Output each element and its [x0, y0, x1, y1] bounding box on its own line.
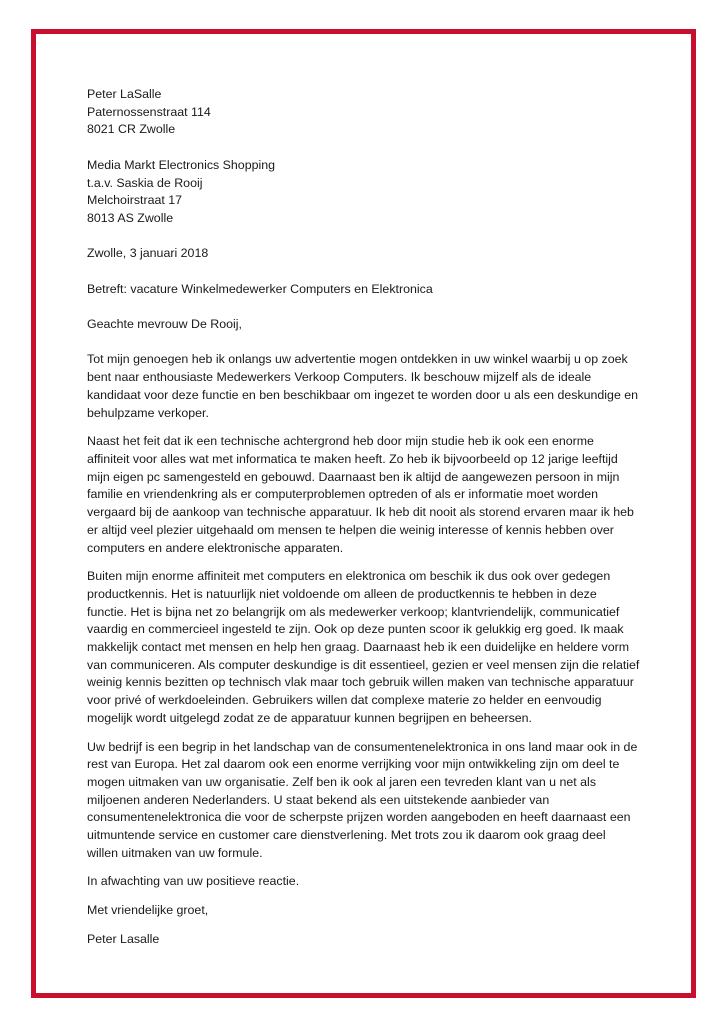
paragraph-line: functie. Het is bijna net zo belangrijk om als medewerker verkoop; klantvriendelijk, communicatief	[87, 604, 620, 619]
paragraph-line: computers en andere elektronische apparaten.	[87, 540, 344, 555]
subject-line: Betreft: vacature Winkelmedewerker Computers en Elektronica	[87, 281, 433, 296]
signature: Peter Lasalle	[87, 931, 160, 946]
date-line: Zwolle, 3 januari 2018	[87, 246, 209, 261]
closing-line	[87, 873, 647, 891]
paragraph-line: Uw bedrijf is een begrip in het landschap van de consumentenelektronica in ons land maar ook in de	[87, 739, 638, 754]
paragraph-line: vaardig en commercieel ingesteld te zijn. Ook op deze punten scoor ik gelukkig erg goed. Ik maak	[87, 622, 624, 637]
paragraph-line: Met vriendelijke groet,	[87, 903, 209, 918]
paragraph-line: voor privé of werkdoeleinden. Gebruikers willen dat complexe materie zo helder en eenvoudig	[87, 693, 602, 708]
paragraph-4	[87, 739, 647, 863]
recipient-attention: t.a.v. Saskia de Rooij	[87, 175, 203, 190]
recipient-company: Media Markt Electronics Shopping	[87, 157, 276, 172]
paragraph-line: familie en vriendenkring als er computerproblemen optreden of als er informatie moet worden	[87, 487, 599, 502]
paragraph-line: miljoenen anderen Nederlanders. U staat bekend als een uitstekende aanbieder van	[87, 792, 550, 807]
paragraph-line: Buiten mijn enorme affiniteit met computers en elektronica om beschik ik dus ook over gedegen	[87, 569, 611, 584]
paragraph-2	[87, 433, 647, 557]
paragraph-line: van communiceren. Als computer deskundige is dit essentieel, gezien er veel mensen zijn die relatief	[87, 657, 640, 672]
recipient-address	[87, 157, 647, 228]
paragraph-line: Naast het feit dat ik een technische achtergrond heb door mijn studie heb ik ook een enorme	[87, 434, 594, 449]
sender-city: 8021 CR Zwolle	[87, 122, 176, 137]
sender-street: Paternossenstraat 114	[87, 104, 211, 119]
sender-address	[87, 86, 647, 139]
paragraph-line: makkelijk contact met mensen en help hen graag. Daarnaast heb ik een duidelijke en heldere vorm	[87, 640, 630, 655]
paragraph-line: behulpzame verkoper.	[87, 405, 209, 420]
paragraph-line: vergaard bij de aankoop van technische apparatuur. Ik heb dit nooit als storend ervaren maar ik heb	[87, 505, 634, 520]
paragraph-line: er altijd veel plezier uitgehaald om mensen te helpen die weinig interesse of kennis hebben over	[87, 522, 614, 537]
paragraph-line: kandidaat voor deze functie en ben beschikbaar om ingezet te worden door u als een deskundige en	[87, 387, 639, 402]
paragraph-3	[87, 568, 647, 727]
paragraph-line: mijn eigen pc samengesteld en gebouwd. Daarnaast ben ik altijd de aangewezen persoon in mijn	[87, 469, 620, 484]
paragraph-line: rest van Europa. Het zal daarom ook een enorme verrijking voor mijn ontwikkeling zijn om deel te	[87, 757, 620, 772]
paragraph-line: In afwachting van uw positieve reactie.	[87, 874, 300, 889]
salutation: Geachte mevrouw De Rooij,	[87, 317, 242, 332]
paragraph-line: mogelijk wordt uitgelegd zodat ze de apparatuur kunnen begrijpen en beheersen.	[87, 710, 532, 725]
paragraph-line: Tot mijn genoegen heb ik onlangs uw advertentie mogen ontdekken in uw winkel waarbij u op zoek	[87, 352, 628, 367]
greeting	[87, 902, 647, 920]
paragraph-line: willen uitmaken van uw formule.	[87, 845, 263, 860]
paragraph-line: mogen uitmaken van uw organisatie. Zelf ben ik ook al jaren een tevreden klant van u net als	[87, 774, 597, 789]
recipient-street: Melchoirstraat 17	[87, 193, 183, 208]
paragraph-1	[87, 351, 647, 422]
paragraph-line: affiniteit voor alles wat met informatica te maken heeft. Zo heb ik bijvoorbeeld op 12 jarige leeftijd	[87, 451, 618, 466]
letter-body	[87, 86, 647, 949]
paragraph-line: weinig kennis bezitten op technisch vlak maar toch gebruik willen maken van technische apparatuur	[87, 675, 634, 690]
paragraph-line: uitmuntende service en customer care dienstverlening. Met trots zou ik daarom ook graag deel	[87, 828, 606, 843]
sender-name: Peter LaSalle	[87, 87, 162, 101]
paragraph-line: consumentenelektronica die voor de scherpste prijzen worden aangeboden en heeft daarnaast een	[87, 810, 631, 825]
paragraph-line: bent naar enthousiaste Medewerkers Verkoop Computers. Ik beschouw mijzelf als de ideale	[87, 370, 592, 385]
paragraph-line: productkennis. Het is natuurlijk niet voldoende om alleen de productkennis te hebben in deze	[87, 586, 597, 601]
recipient-city: 8013 AS Zwolle	[87, 210, 174, 225]
